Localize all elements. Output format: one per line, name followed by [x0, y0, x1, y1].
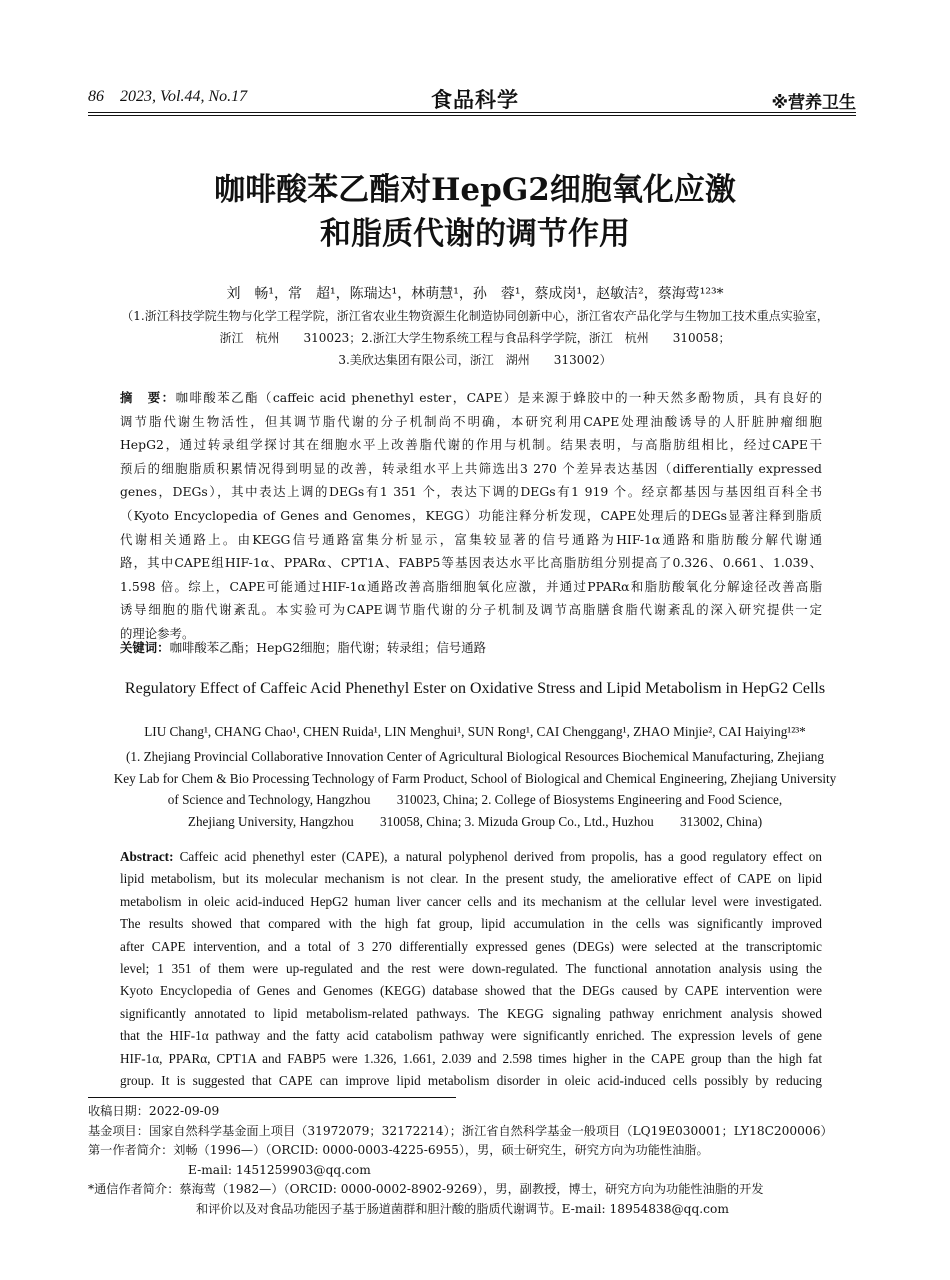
abstract-en-line: metabolism in oleic acid-induced HepG2 human liver cancer cells and its mechanism at the cellular level were investigated. — [120, 893, 822, 909]
abstract-cn-line: 诱导细胞的脂代谢紊乱。本实验可为CAPE调节脂代谢的分子机制及调节高脂膳食脂代谢紊乱的深入研究提供一定 — [120, 602, 822, 618]
footnote-rule — [88, 1097, 456, 1098]
corresponding-author-bio: *通信作者简介：蔡海莺（1982—）（ORCID: 0000-0002-8902-9269），男，副教授，博士，研究方向为功能性油脂的开发 — [88, 1182, 764, 1196]
first-author-email: E-mail: 1451259903@qq.com — [188, 1162, 371, 1177]
abstract-cn-line: genes，DEGs），其中表达上调的DEGs有1 351 个，表达下调的DEGs有1 919 个。经京都基因与基因组百科全书 — [120, 484, 822, 500]
abstract-en — [120, 846, 822, 1092]
paper-title-cn — [0, 168, 950, 256]
affiliation-en-line: Zhejiang University, Hangzhou 310058, China; 3. Mizuda Group Co., Ltd., Huzhou 313002, China) — [187, 813, 763, 829]
affiliations-cn — [88, 305, 862, 371]
abstract-cn-line: 1.598 倍。综上，CAPE可能通过HIF-1α通路改善高脂细胞氧化应激，并通过PPARα和脂肪酸氧化分解途径改善高脂 — [120, 578, 822, 594]
abstract-en-line: significantly annotated to lipid metabolism-related pathways. The KEGG signaling pathway enrichment analysis showed — [120, 1005, 822, 1021]
first-author-bio: 第一作者简介：刘畅（1996—）（ORCID: 0000-0003-4225-6955），男，硕士研究生，研究方向为功能性油脂。 — [88, 1143, 709, 1157]
abstract-cn-line: 预后的细胞脂质积累情况得到明显的改善，转录组水平上共筛选出3 270 个差异表达基因（differentially expressed — [120, 460, 822, 476]
abstract-en-line: Kyoto Encyclopedia of Genes and Genomes (KEGG) database showed that the DEGs caused by CAPE intervention were — [120, 983, 822, 999]
abstract-en-line: The results showed that compared with the high fat group, lipid accumulation in the cells was significantly improved — [120, 916, 822, 932]
affiliations-en — [88, 746, 862, 832]
abstract-cn-line: 调节脂代谢生物活性，但其调节脂代谢的分子机制尚不明确，本研究利用CAPE处理油酸诱导的人肝脏肿瘤细胞 — [120, 413, 822, 429]
abstract-cn — [120, 386, 822, 646]
received-date: 收稿日期：2022-09-09 — [88, 1104, 220, 1118]
abstract-en-line: HIF-1α, PPARα, CPT1A and FABP5 were 1.326, 1.661, 2.039 and 2.598 times higher in the CAPE group than the high fat — [120, 1050, 822, 1066]
abstract-en-line: lipid metabolism, but its molecular mechanism is not clear. In the present study, the ameliorative effect of CAPE on lipid — [120, 871, 822, 887]
affiliation-line: 浙江 杭州 310023；2.浙江大学生物系统工程与食品科学学院，浙江 杭州 310058； — [219, 331, 731, 345]
section-label: ※营养卫生 — [771, 93, 856, 113]
footnotes — [88, 1102, 862, 1219]
header-rule — [88, 112, 856, 113]
keywords-cn-text: 咖啡酸苯乙酯；HepG2细胞；脂代谢；转录组；信号通路 — [169, 640, 487, 655]
affiliation-line: 3.美欣达集团有限公司，浙江 湖州 313002） — [338, 353, 612, 367]
paper-title-en: Regulatory Effect of Caffeic Acid Phenethyl Ester on Oxidative Stress and Lipid Metabolism in HepG2 Cells — [124, 680, 826, 697]
authors-en: LIU Chang¹, CHANG Chao¹, CHEN Ruida¹, LIN Menghui¹, SUN Rong¹, CAI Chenggang¹, ZHAO Minjie², CAI Haiying¹²³* — [144, 724, 806, 739]
corresponding-author-bio-cont: 和评价以及对食品功能因子基于肠道菌群和胆汁酸的脂质代谢调节。E-mail: 18954838@qq.com — [196, 1201, 729, 1216]
abstract-en-line: level; 1 351 of them were up-regulated and the rest were down-regulated. The functional annotation analysis using the — [120, 961, 822, 977]
abstract-cn-line: （Kyoto Encyclopedia of Genes and Genomes，KEGG）功能注释分析发现，CAPE处理后的DEGs显著注释到脂质 — [120, 507, 822, 523]
authors-cn: 刘 畅¹，常 超¹，陈瑞达¹，林萌慧¹，孙 蓉¹，蔡成岗¹，赵敏洁²，蔡海莺¹²³* — [226, 286, 724, 302]
affiliation-en-line: Key Lab for Chem & Bio Processing Technology of Farm Product, School of Biological and Chemical Engineering, Zhejiang University — [113, 770, 837, 786]
abstract-cn-line: HepG2，通过转录组学探讨其在细胞水平上改善脂代谢的作用与机制。结果表明，与高脂肪组相比，经过CAPE干 — [120, 437, 822, 453]
running-header-page-info: 86 2023, Vol.44, No.17 — [88, 88, 248, 105]
abstract-cn-line: 代谢相关通路上。由KEGG信号通路富集分析显示，富集较显著的信号通路为HIF-1α通路和脂肪酸分解代谢通 — [120, 531, 822, 547]
abstract-cn-label: 摘 要： — [120, 390, 176, 405]
title-line-1: 咖啡酸苯乙酯对HepG2细胞氧化应激 — [214, 172, 736, 208]
affiliation-line: （1.浙江科技学院生物与化学工程学院，浙江省农业生物资源生化制造协同创新中心，浙江省农产品化学与生物加工技术重点实验室， — [121, 309, 829, 323]
abstract-cn-line: 咖啡酸苯乙酯（caffeic acid phenethyl ester，CAPE）是来源于蜂胶中的一种天然多酚物质，具有良好的 — [175, 390, 823, 405]
abstract-en-line: after CAPE intervention, and a total of 3 270 differentially expressed genes (DEGs) were selected at the transcriptomic — [120, 938, 822, 954]
abstract-cn-line: 路，其中CAPE组HIF-1α、PPARα、CPT1A、FABP5等基因表达水平比高脂肪组分别提高了0.326、0.661、1.039、 — [120, 555, 822, 571]
affiliation-en-line: (1. Zhejiang Provincial Collaborative Innovation Center of Agricultural Biological Resources Biochemical Manufacturing, Zhejiang — [125, 749, 824, 764]
journal-logo: 食品科学 — [431, 88, 519, 112]
affiliation-en-line: of Science and Technology, Hangzhou 310023, China; 2. College of Biosystems Engineering and Food Science, — [167, 792, 783, 807]
abstract-en-line: group. It is suggested that CAPE can improve lipid metabolism disorder in oleic acid-induced cells possibly by reducing — [120, 1073, 822, 1089]
header-rule-thin — [88, 115, 856, 116]
abstract-en-line: that the HIF-1α pathway and the fatty acid catabolism pathway were significantly enriched. The expression levels of gene — [120, 1028, 822, 1044]
title-line-2: 和脂质代谢的调节作用 — [320, 216, 630, 252]
abstract-en-label: Abstract: — [120, 849, 174, 864]
keywords-cn-label: 关键词： — [120, 640, 170, 655]
fund-info: 基金项目：国家自然科学基金面上项目（31972079；32172214）；浙江省自然科学基金一般项目（LQ19E030001；LY18C200006） — [88, 1123, 833, 1138]
abstract-cn-line: 的理论参考。 — [120, 625, 195, 641]
abstract-en-line: Caffeic acid phenethyl ester (CAPE), a natural polyphenol derived from propolis, has a good regulatory effect on — [179, 849, 822, 864]
keywords-cn — [120, 638, 822, 656]
